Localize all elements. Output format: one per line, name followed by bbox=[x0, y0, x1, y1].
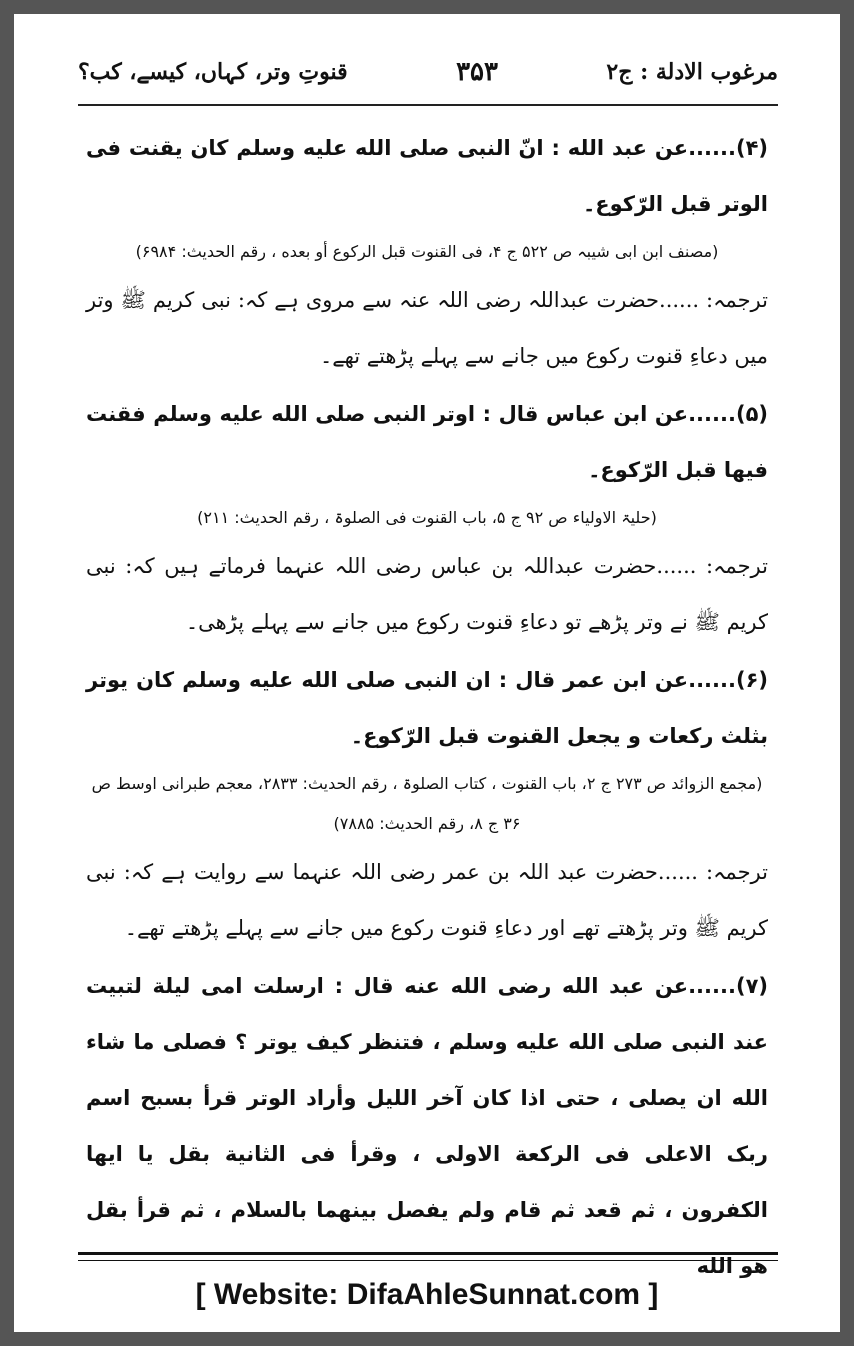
hadith-6-arabic: (۶)......عن ابن عمر قال : ان النبی صلی الله علیه وسلم کان یوتر بثلث رکعات و یجعل القنوت قبل الرّکوع۔ bbox=[86, 668, 768, 748]
hadith-4-number: (۴) bbox=[735, 136, 768, 160]
header-book-title: مرغوب الادلة : ج۲ bbox=[606, 59, 778, 85]
hadith-4-reference: (مصنف ابن ابی شیبہ ص ۵۲۲ ج ۴، فی القنوت قبل الرکوع أو بعده ، رقم الحدیث: ۶۹۸۴) bbox=[135, 242, 719, 261]
header-chapter-title: قنوتِ وتر، کہاں، کیسے، کب؟ bbox=[78, 59, 348, 85]
hadith-5-reference: (حلیۃ الاولیاء ص ۹۲ ج ۵، باب القنوت فی الصلوۃ ، رقم الحدیث: ۲۱۱) bbox=[197, 508, 657, 527]
footer-divider-thin bbox=[78, 1260, 778, 1261]
hadith-5-number: (۵) bbox=[735, 402, 768, 426]
hadith-4-arabic: (۴)......عن عبد الله : انّ النبی صلی الله علیه وسلم کان یقنت فی الوتر قبل الرّکوع۔ bbox=[86, 136, 768, 216]
footer-divider-thick bbox=[78, 1252, 778, 1255]
hadith-4-translation: ترجمہ: ......حضرت عبداللہ رضی اللہ عنہ سے مروی ہے کہ: نبی کریم ﷺ وتر میں دعاءِ قنوت رکوع میں جانے سے پہلے پڑھتے تھے۔ bbox=[86, 288, 768, 368]
hadith-6-reference: (مجمع الزوائد ص ۲۷۳ ج ۲، باب القنوت ، کتاب الصلوۃ ، رقم الحدیث: ۲۸۳۳، معجم طبرانی اوسط ص ۳۶ ج ۸، رقم الحدیث: ۷۸۸۵) bbox=[91, 774, 763, 833]
hadith-5-arabic: (۵)......عن ابن عباس قال : اوتر النبی صلی الله علیه وسلم فقنت فیها قبل الرّکوع۔ bbox=[86, 402, 768, 482]
page-number: ۳۵۳ bbox=[456, 57, 498, 87]
hadith-6-number: (۶) bbox=[735, 668, 768, 692]
header-divider bbox=[78, 104, 778, 106]
page-content bbox=[86, 120, 768, 1294]
hadith-7-number: (۷) bbox=[735, 974, 768, 998]
website-footer: [ Website: DifaAhleSunnat.com ] bbox=[195, 1278, 659, 1311]
book-page bbox=[28, 28, 826, 1318]
page-header bbox=[78, 50, 778, 94]
hadith-7-arabic: (۷)......عن عبد الله رضی الله عنه قال : ارسلت امی لیلة لتبیت عند النبی صلی الله علیه وسلم ، فتنظر کیف یوتر ؟ فصلی ما شاء الله ان یصلی ، حتی اذا کان آخر اللیل وأراد الوتر قرأ بسبح اسم ربک الاعلی فی الرکعة الاولی ، وقرأ فی الثانیة بقل یا ایها الکفرون ، ثم قعد ثم قام ولم یفصل بینهما بالسلام ، ثم قرأ بقل هو الله bbox=[86, 974, 768, 1278]
hadith-5-translation: ترجمہ: ......حضرت عبداللہ بن عباس رضی اللہ عنہما فرماتے ہیں کہ: نبی کریم ﷺ نے وتر پڑھے تو دعاءِ قنوت رکوع میں جانے سے پہلے پڑھی۔ bbox=[86, 554, 768, 634]
hadith-6-translation: ترجمہ: ......حضرت عبد اللہ بن عمر رضی اللہ عنہما سے روایت ہے کہ: نبی کریم ﷺ وتر پڑھتے تھے اور دعاءِ قنوت رکوع میں جانے سے پہلے پڑھتے تھے۔ bbox=[86, 860, 768, 940]
